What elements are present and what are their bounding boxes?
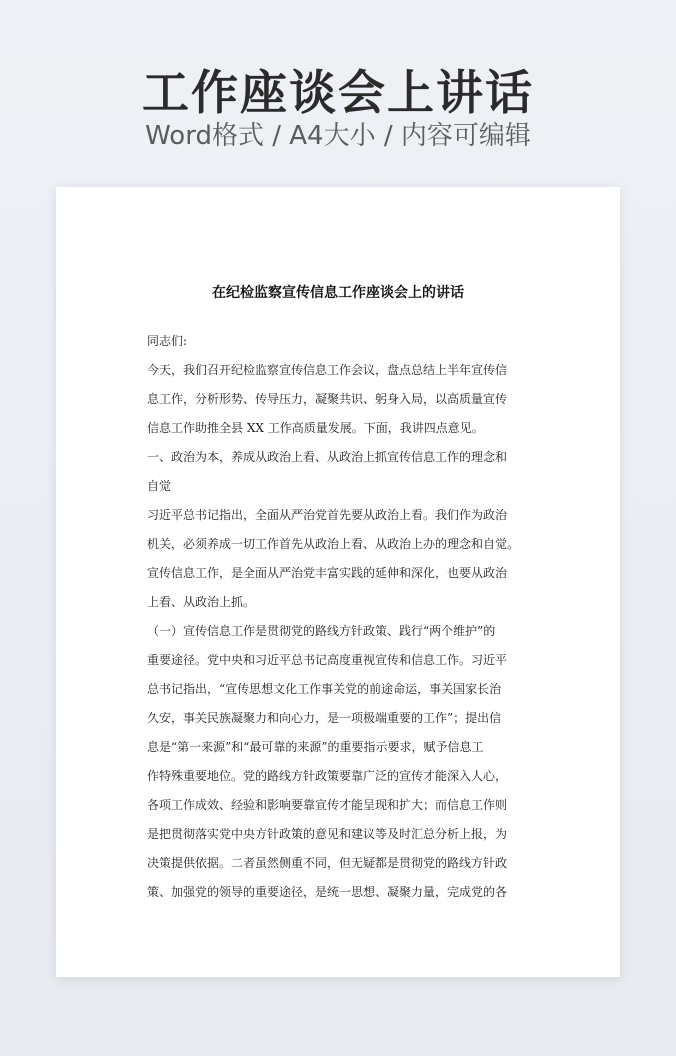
body-line: 习近平总书记指出，全面从严治党首先要从政治上看。我们作为政治 — [147, 508, 508, 522]
body-line: （一）宣传信息工作是贯彻党的路线方针政策、践行“两个维护”的 — [147, 624, 496, 638]
body-line: 策、加强党的领导的重要途径，是统一思想、凝聚力量，完成党的各 — [147, 885, 508, 899]
body-line: 重要途径。党中央和习近平总书记高度重视宣传和信息工作。习近平 — [147, 653, 508, 667]
body-line: 各项工作成效、经验和影响要靠宣传才能呈现和扩大；而信息工作则 — [147, 798, 508, 812]
section-heading-line: 自觉 — [147, 479, 172, 493]
body-line: 久安，事关民族凝聚力和向心力，是一项极端重要的工作”；提出信 — [147, 711, 502, 725]
body-line: 宣传信息工作，是全面从严治党丰富实践的延伸和深化，也要从政治 — [147, 566, 508, 580]
section-heading-line: 一、政治为本，养成从政治上看、从政治上抓宣传信息工作的理念和 — [147, 450, 508, 464]
body-line: 机关，必须养成一切工作首先从政治上看、从政治上办的理念和自觉。 — [147, 537, 520, 551]
salutation-line: 同志们: — [147, 334, 188, 348]
body-line: 作特殊重要地位。党的路线方针政策要靠广泛的宣传才能深入人心， — [147, 769, 508, 783]
document-title: 在纪检监察宣传信息工作座谈会上的讲话 — [212, 285, 464, 301]
body-line: 决策提供依据。二者虽然侧重不同，但无疑都是贯彻党的路线方针政 — [147, 856, 508, 870]
body-line: 信息工作助推全县 XX 工作高质量发展。下面，我讲四点意见。 — [147, 421, 484, 435]
banner-subtitle: Word格式 / A4大小 / 内容可编辑 — [145, 121, 531, 151]
body-line: 总书记指出，“宣传思想文化工作事关党的前途命运，事关国家长治 — [147, 682, 502, 696]
body-line: 是把贯彻落实党中央方针政策的意见和建议等及时汇总分析上报，为 — [147, 827, 508, 841]
body-line: 息工作，分析形势、传导压力，凝聚共识、躬身入局，以高质量宣传 — [147, 392, 508, 406]
document-page — [56, 187, 620, 977]
document-body — [147, 327, 530, 907]
banner-title: 工作座谈会上讲话 — [142, 66, 534, 121]
body-line: 息是“第一来源”和“最可靠的来源”的重要指示要求，赋予信息工 — [147, 740, 484, 754]
body-line: 上看、从政治上抓。 — [147, 595, 256, 609]
body-line: 今天，我们召开纪检监察宣传信息工作会议，盘点总结上半年宣传信 — [147, 363, 508, 377]
